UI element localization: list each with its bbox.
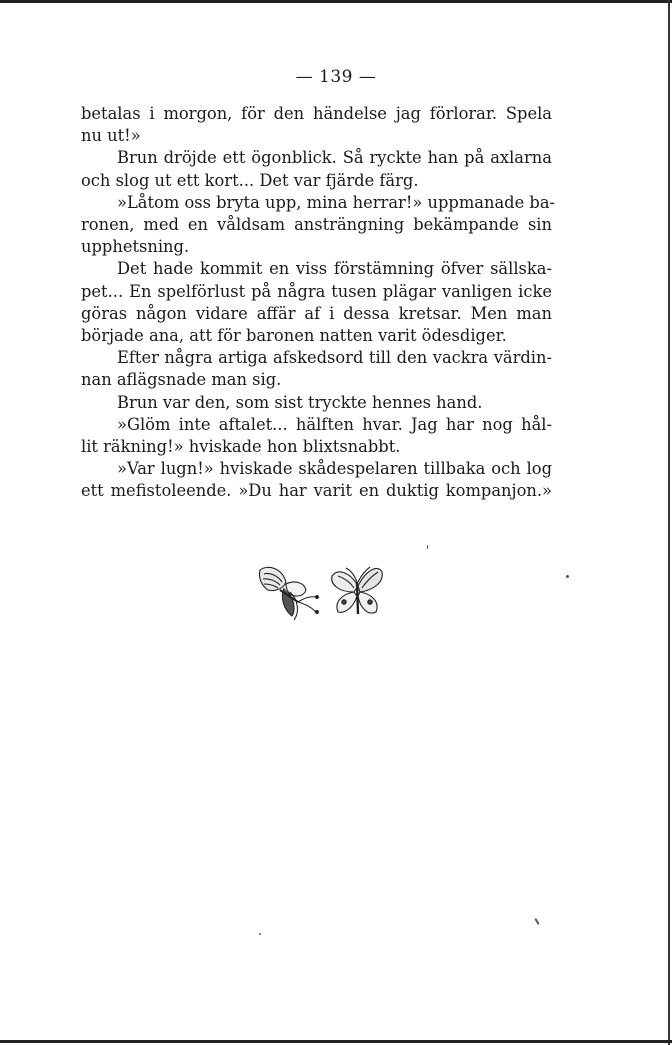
text-line: ronen, med en våldsam ansträngning bekämpande sin — [81, 215, 552, 235]
text-line: Brun var den, som sist tryckte hennes hand. — [117, 392, 483, 412]
text-line: nan aflägsnade man sig. — [81, 370, 282, 390]
text-line: »Låtom oss bryta upp, mina herrar!» uppmanade ba- — [117, 192, 556, 212]
text-line: »Var lugn!» hviskade skådespelaren tillbaka och log — [117, 459, 552, 479]
butterflies-ornament-icon — [254, 562, 386, 624]
page-right-edge — [668, 0, 670, 1045]
page-number: — 139 — — [295, 67, 377, 87]
text-line: betalas i morgon, för den händelse jag förlorar. Spela — [81, 104, 552, 123]
page-bottom-edge — [0, 1040, 672, 1043]
text-line: Efter några artiga afskedsord till den vackra värdin- — [117, 348, 552, 368]
text-line: började ana, att för baronen natten varit ödesdiger. — [81, 326, 507, 346]
text-line: och slog ut ett kort... Det var fjärde färg. — [81, 170, 419, 190]
text-line: göras någon vidare affär af i dessa kretsar. Men man — [81, 303, 552, 323]
text-line: upphetsning. — [81, 237, 190, 257]
text-line: »Glöm inte aftalet... hälften hvar. Jag har nog hål- — [117, 414, 552, 434]
print-speck — [566, 575, 569, 578]
text-line: ett mefistoleende. »Du har varit en duktig kompanjon.» — [81, 481, 552, 501]
text-line: Det hade kommit en viss förstämning öfver sällska- — [117, 259, 552, 279]
print-speck — [534, 918, 539, 925]
page-top-edge — [0, 0, 672, 3]
print-speck — [259, 933, 261, 935]
print-speck — [427, 545, 428, 549]
text-line: lit räkning!» hviskade hon blixtsnabbt. — [81, 437, 401, 457]
body-text — [81, 103, 556, 503]
text-line: pet... En spelförlust på några tusen plägar vanligen icke — [81, 281, 552, 301]
text-line: Brun dröjde ett ögonblick. Så ryckte han på axlarna — [117, 148, 552, 168]
text-line: nu ut!» — [81, 126, 141, 146]
